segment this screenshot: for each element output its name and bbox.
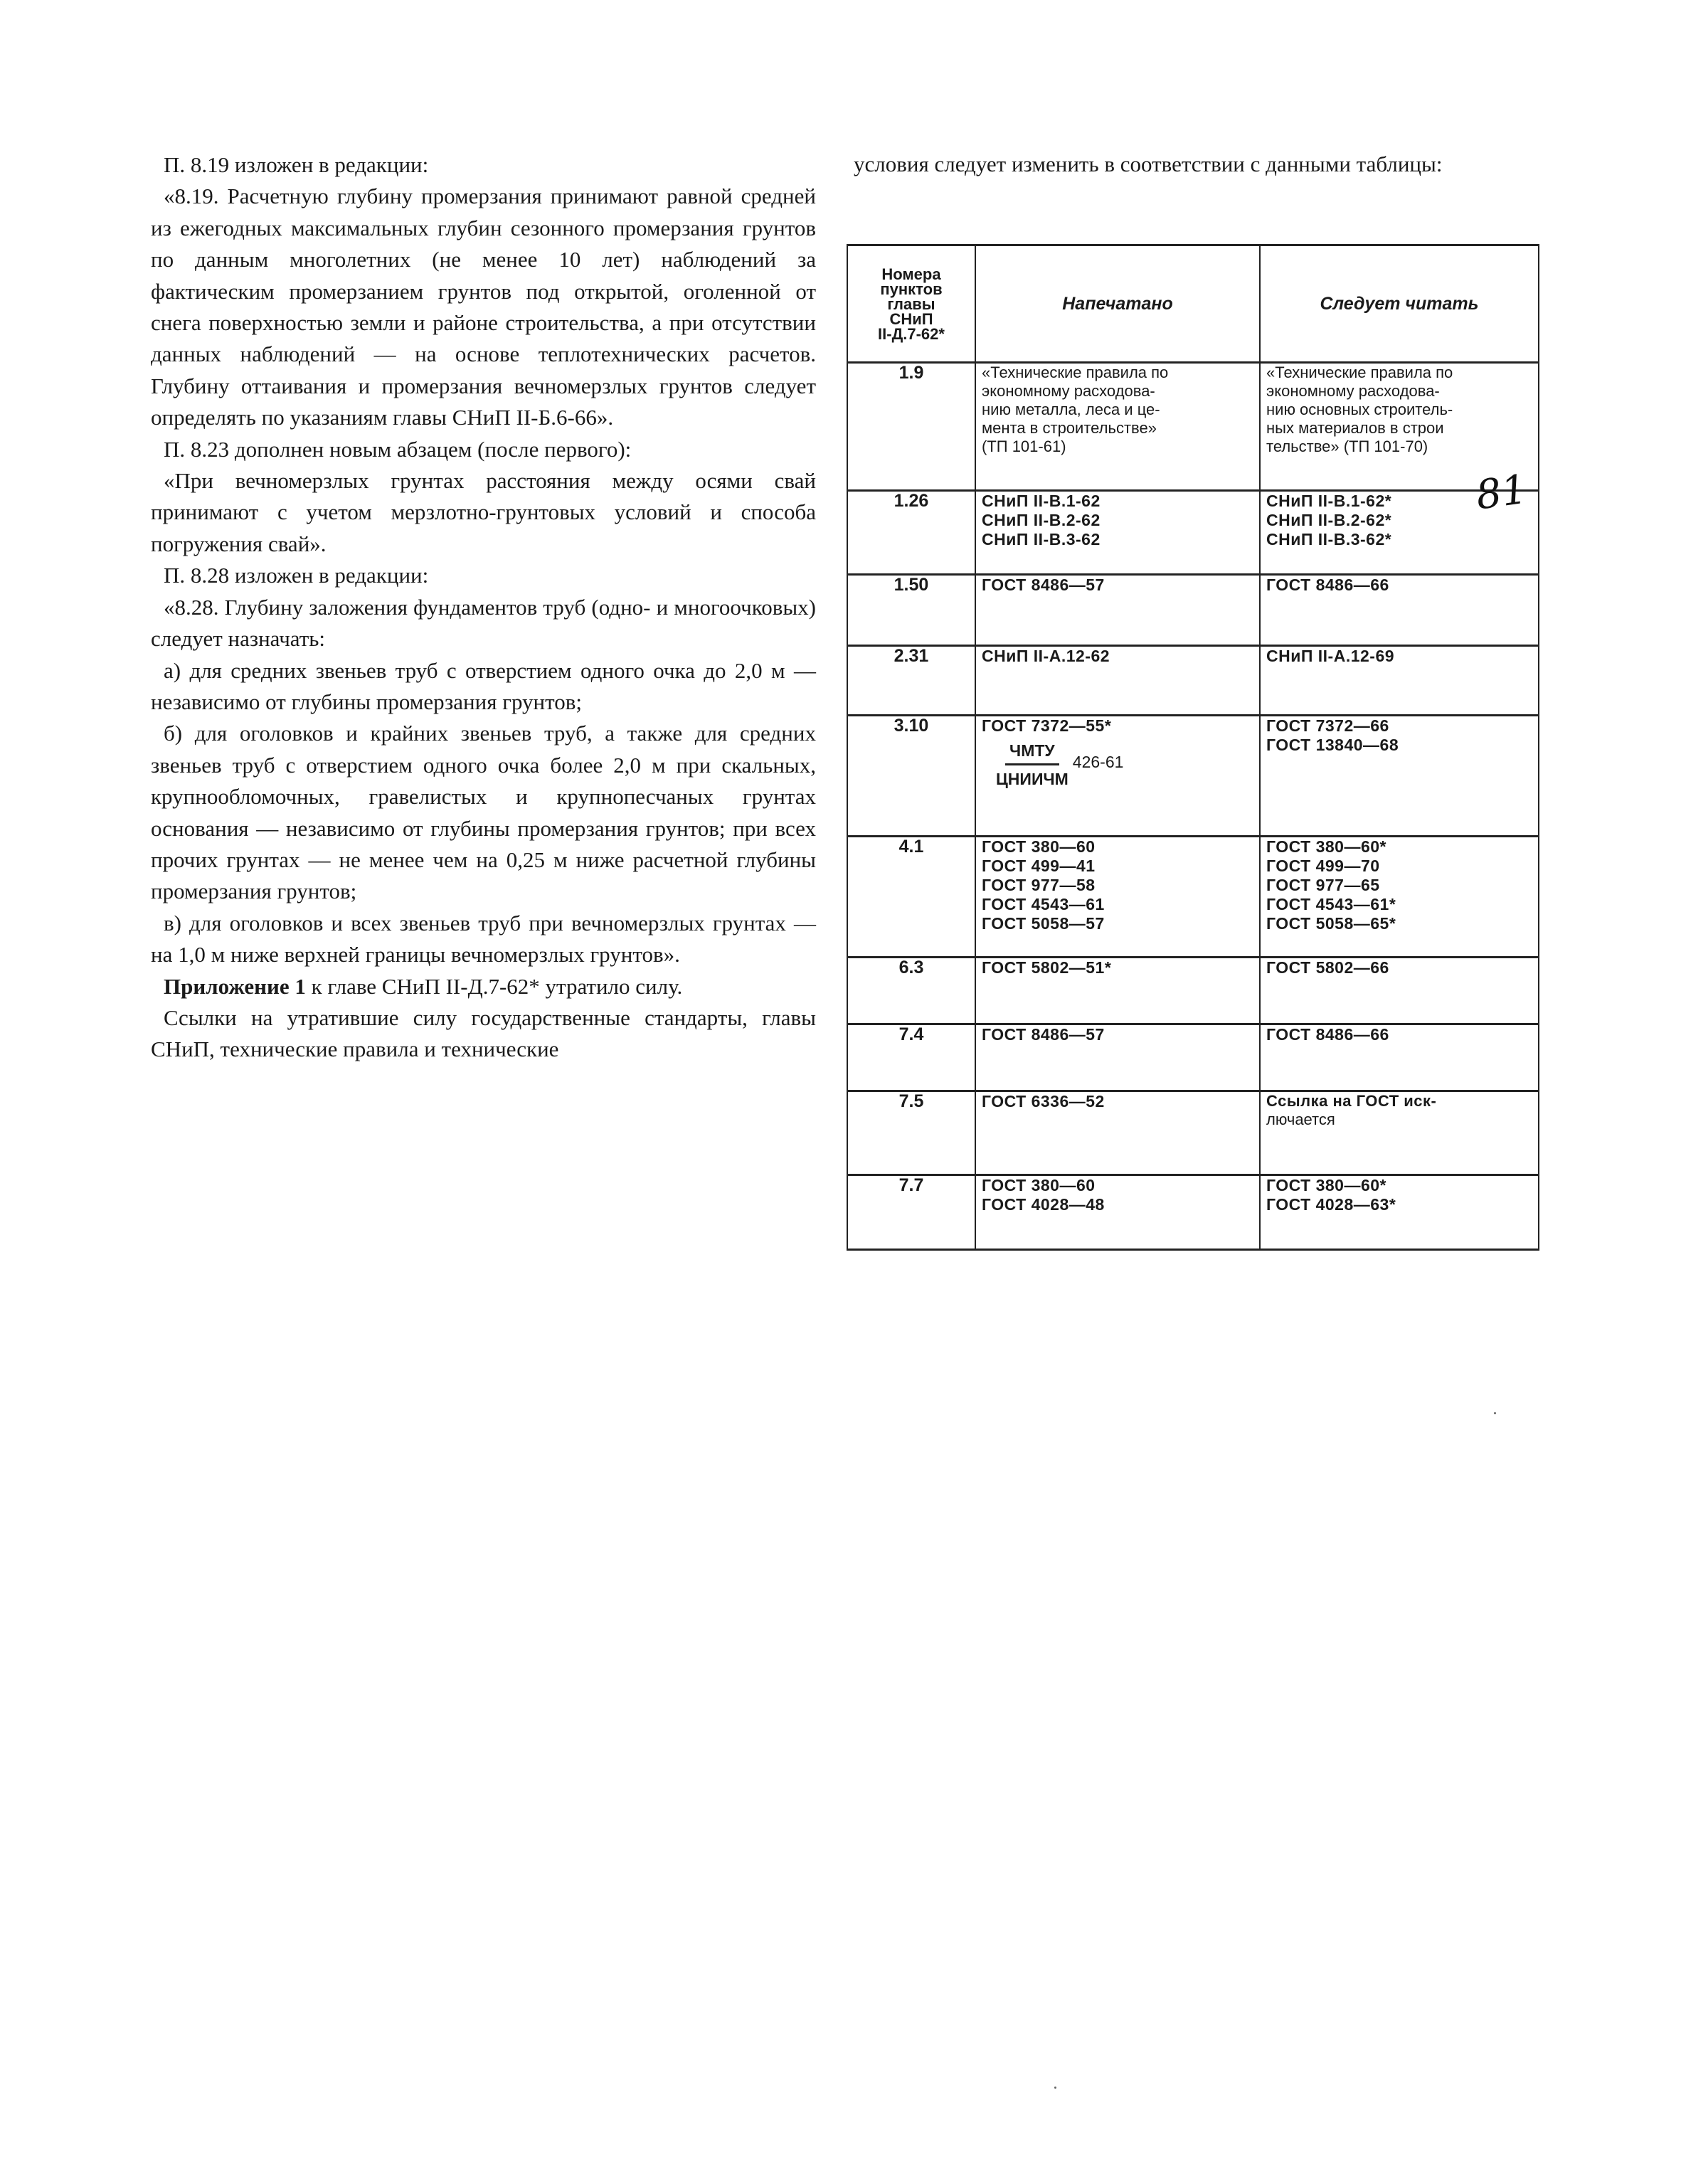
- table-header-row: [847, 245, 1539, 363]
- printed-cell: [975, 716, 1260, 837]
- printed-cell-line: ГОСТ 380—60: [982, 837, 1096, 856]
- scan-speck: [1054, 2087, 1056, 2089]
- read-cell-line: ГОСТ 5802—66: [1266, 958, 1389, 977]
- item-number-cell: 1.9: [847, 363, 975, 491]
- printed-cell: [975, 1091, 1260, 1175]
- printed-cell-line: ГОСТ 4543—61: [982, 895, 1105, 913]
- read-cell-line: Ссылка на ГОСТ иск-: [1266, 1092, 1437, 1110]
- table-row: [847, 716, 1539, 837]
- printed-cell-line: СНиП II-В.2-62: [982, 511, 1101, 529]
- header-printed: [975, 245, 1260, 363]
- header-item-numbers-label: [854, 267, 969, 341]
- read-cell-line: СНиП II-В.3-62*: [1266, 530, 1392, 548]
- table-row: [847, 837, 1539, 958]
- read-cell-line: ГОСТ 4028—63*: [1266, 1195, 1396, 1214]
- left-column: [151, 149, 816, 1066]
- printed-cell-line: ГОСТ 6336—52: [982, 1092, 1105, 1110]
- fraction: [996, 741, 1068, 789]
- paragraph: [151, 971, 816, 1002]
- printed-cell-line: ГОСТ 5802—51*: [982, 958, 1112, 977]
- table-body: [847, 363, 1539, 1250]
- fraction-numerator: ЧМТУ: [1005, 741, 1059, 765]
- printed-cell-line: мента в строительстве»: [982, 419, 1157, 437]
- item-number-cell: 6.3: [847, 958, 975, 1024]
- header-item-numbers: [847, 245, 975, 363]
- read-cell-line: СНиП II-А.12-69: [1266, 647, 1395, 665]
- read-cell-line: ГОСТ 8486—66: [1266, 576, 1389, 594]
- handwritten-page-number: 81: [1473, 466, 1530, 519]
- read-cell: [1260, 1175, 1539, 1250]
- read-cell-line: ГОСТ 8486—66: [1266, 1025, 1389, 1044]
- printed-cell-line: (ТП 101-61): [982, 438, 1066, 455]
- item-number-cell: 7.4: [847, 1024, 975, 1091]
- read-cell-line: СНиП II-В.2-62*: [1266, 511, 1392, 529]
- read-cell-line: лючается: [1266, 1110, 1335, 1128]
- printed-fraction: [982, 736, 1253, 789]
- table-intro: условия следует изменить в соответствии с данными таблицы:: [854, 152, 1443, 176]
- printed-cell-line: ГОСТ 8486—57: [982, 576, 1105, 594]
- read-cell-line: «Технические правила по: [1266, 364, 1453, 381]
- printed-cell-line: ГОСТ 7372—55*: [982, 716, 1112, 735]
- item-number-cell: 1.50: [847, 575, 975, 646]
- read-cell-line: ГОСТ 4543—61*: [1266, 895, 1396, 913]
- printed-cell: [975, 1024, 1260, 1091]
- read-cell: [1260, 646, 1539, 716]
- item-number-cell: 7.5: [847, 1091, 975, 1175]
- read-cell-line: экономному расходова-: [1266, 382, 1440, 400]
- printed-cell: [975, 837, 1260, 958]
- item-number-cell: 2.31: [847, 646, 975, 716]
- table-row: [847, 958, 1539, 1024]
- printed-cell: [975, 958, 1260, 1024]
- printed-cell-line: СНиП II-В.1-62: [982, 492, 1101, 510]
- item-number-cell: 4.1: [847, 837, 975, 958]
- read-cell-line: нию основных строитель-: [1266, 401, 1453, 418]
- paragraph: П. 8.28 изложен в редакции:: [164, 563, 429, 588]
- read-cell-line: тельстве» (ТП 101-70): [1266, 438, 1428, 455]
- paragraph: б) для оголовков и крайних звеньев труб, а также для средних звеньев труб с отверстием одного очка более 2,0 м при скальных, крупнообломочных, гравелистых и крупнопесчаных грунтах основания — независимо от глубины промерзания грунтов; при всех прочих грунтах — не менее чем на 0,25 м ниже расчетной глубины промерзания грунтов;: [151, 721, 816, 904]
- paragraph: в) для оголовков и всех звеньев труб при вечномерзлых грунтах — на 1,0 м ниже верхней границы вечномерзлых грунтов».: [151, 910, 816, 968]
- table-row: [847, 1091, 1539, 1175]
- header-item-numbers-line: II-Д.7-62*: [878, 324, 945, 343]
- printed-cell: [975, 363, 1260, 491]
- corrections-table-wrap: [847, 244, 1538, 1249]
- item-number-cell: 1.26: [847, 491, 975, 575]
- read-cell-line: ГОСТ 380—60*: [1266, 1176, 1387, 1194]
- read-cell-line: ГОСТ 499—70: [1266, 857, 1380, 875]
- header-item-numbers-line: пунктов: [880, 280, 943, 298]
- read-cell: [1260, 575, 1539, 646]
- printed-cell: [975, 491, 1260, 575]
- read-cell: [1260, 716, 1539, 837]
- table-row: [847, 1175, 1539, 1250]
- table-row: [847, 1024, 1539, 1091]
- read-cell: [1260, 1091, 1539, 1175]
- paragraph: а) для средних звеньев труб с отверстием одного очка до 2,0 м — независимо от глубины промерзания грунтов;: [151, 657, 816, 714]
- header-item-numbers-line: главы: [887, 295, 935, 313]
- read-cell-line: ГОСТ 977—65: [1266, 876, 1380, 894]
- paragraph: П. 8.19 изложен в редакции:: [164, 152, 429, 177]
- paragraph: Ссылки на утратившие силу государственные стандарты, главы СНиП, технические правила и технические: [151, 1004, 816, 1062]
- printed-cell-line: ГОСТ 8486—57: [982, 1025, 1105, 1044]
- header-item-numbers-line: СНиП: [889, 309, 933, 328]
- fraction-denominator: ЦНИИЧМ: [996, 770, 1068, 788]
- read-cell-line: ГОСТ 5058—65*: [1266, 914, 1396, 933]
- read-cell-line: СНиП II-В.1-62*: [1266, 492, 1392, 510]
- paragraph: П. 8.23 дополнен новым абзацем (после первого):: [164, 436, 632, 462]
- printed-cell-line: ГОСТ 380—60: [982, 1176, 1096, 1194]
- printed-cell-line: СНиП II-В.3-62: [982, 530, 1101, 548]
- printed-cell-line: экономному расходова-: [982, 382, 1155, 400]
- table-row: [847, 646, 1539, 716]
- table-row: [847, 363, 1539, 491]
- printed-cell-line: ГОСТ 5058—57: [982, 914, 1105, 933]
- header-read: [1260, 245, 1539, 363]
- printed-cell: [975, 646, 1260, 716]
- printed-cell-line: ГОСТ 977—58: [982, 876, 1096, 894]
- scan-speck: [1494, 1412, 1496, 1414]
- header-read-label: Следует читать: [1320, 293, 1479, 314]
- read-cell: [1260, 958, 1539, 1024]
- paragraph: «При вечномерзлых грунтах расстояния между осями свай принимают с учетом мерзлотно-грунтовых условий и способа погружения свай».: [151, 468, 816, 556]
- printed-cell-line: нию металла, леса и це-: [982, 401, 1160, 418]
- printed-cell-line: ГОСТ 4028—48: [982, 1195, 1105, 1214]
- item-number-cell: 3.10: [847, 716, 975, 837]
- paragraph: «8.19. Расчетную глубину промерзания принимают равной средней из ежегодных максимальных глубин сезонного промерзания грунтов по данным многолетних (не менее 10 лет) наблюдений за фактическим промерзанием грунтов под открытой, оголенной от снега поверхностью земли и районе строительства, а при отсутствии данных наблюдений — на основе теплотехнических расчетов. Глубину оттаивания и промерзания вечномерзлых грунтов следует определять по указаниям главы СНиП II-Б.6-66».: [151, 184, 816, 430]
- table-row: [847, 575, 1539, 646]
- appendix-lead: Приложение 1: [164, 973, 306, 999]
- printed-cell-line: ГОСТ 499—41: [982, 857, 1096, 875]
- printed-cell: [975, 575, 1260, 646]
- read-cell-line: ных материалов в строи: [1266, 419, 1444, 437]
- header-printed-label: Напечатано: [1062, 293, 1173, 314]
- fraction-suffix: 426-61: [1072, 753, 1124, 771]
- appendix-rest: к главе СНиП II-Д.7-62* утратило силу.: [311, 973, 683, 999]
- read-cell-line: ГОСТ 380—60*: [1266, 837, 1387, 856]
- table-row: [847, 491, 1539, 575]
- read-cell-line: ГОСТ 13840—68: [1266, 736, 1399, 754]
- read-cell: [1260, 1024, 1539, 1091]
- printed-cell-line: «Технические правила по: [982, 364, 1169, 381]
- read-cell-line: ГОСТ 7372—66: [1266, 716, 1389, 735]
- header-item-numbers-line: Номера: [881, 265, 941, 283]
- printed-cell-line: СНиП II-А.12-62: [982, 647, 1110, 665]
- read-cell: [1260, 837, 1539, 958]
- printed-cell: [975, 1175, 1260, 1250]
- item-number-cell: 7.7: [847, 1175, 975, 1250]
- corrections-table: [847, 244, 1539, 1251]
- paragraph: «8.28. Глубину заложения фундаментов труб (одно- и многоочковых) следует назначать:: [151, 594, 816, 652]
